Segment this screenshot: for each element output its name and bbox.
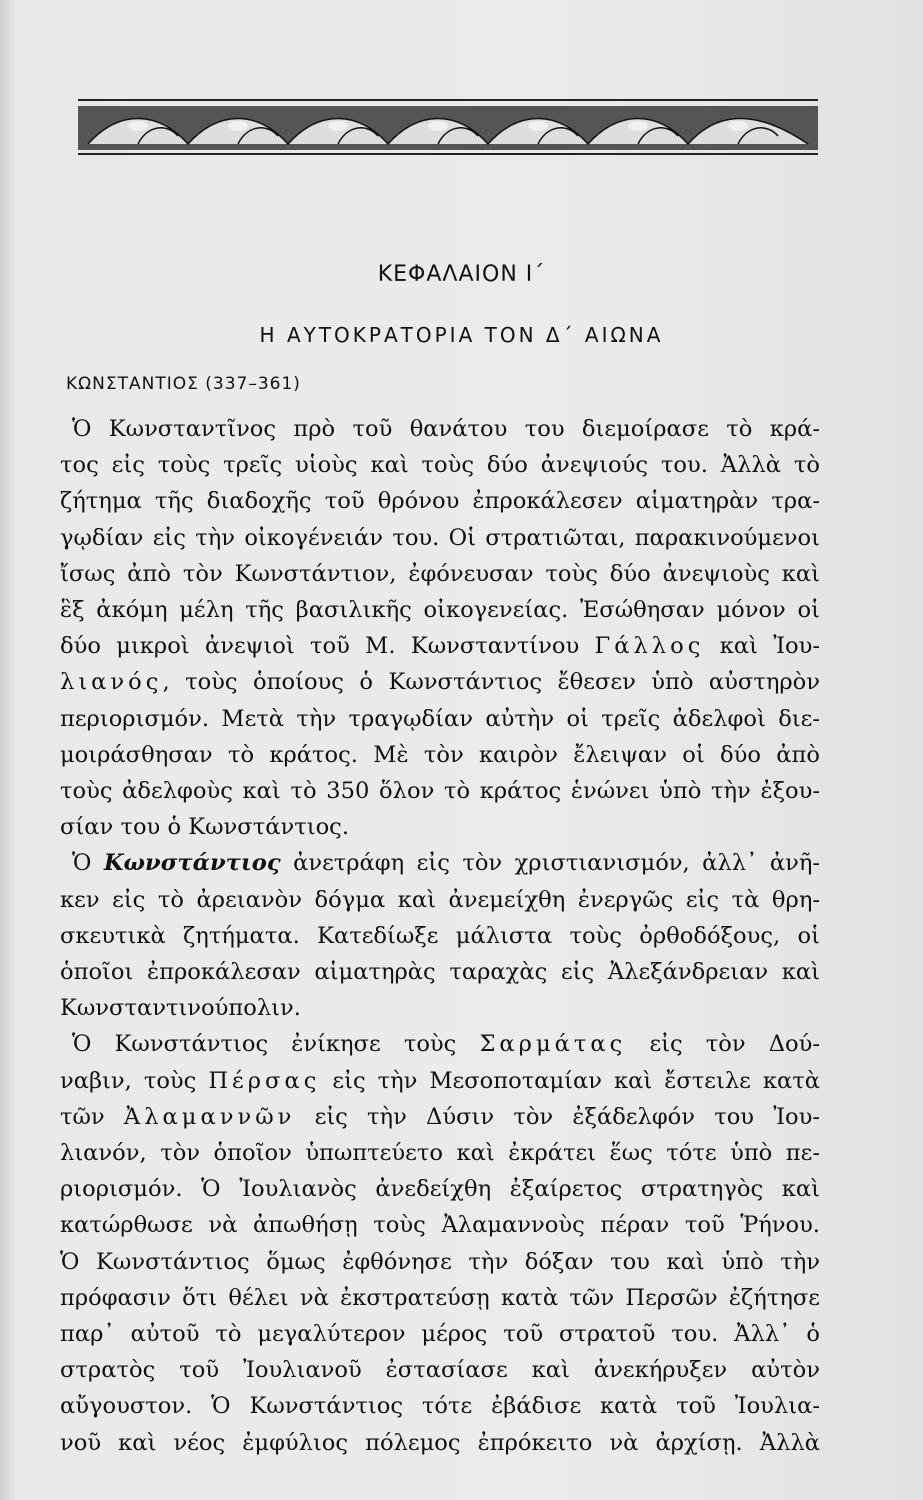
text-line: πρόφασιν ὅτι θέλει νὰ ἐκστρατεύσῃ κατὰ τῶν Περσῶν ἐζήτησε [60, 1284, 820, 1311]
name-konstantios-emphasis: Κωνστάντιος [103, 850, 281, 877]
text-line: ὁποῖοι ἐπροκάλεσαν αἱματηρὰς ταραχὰς εἰς Ἀλεξάνδρειαν καὶ [60, 959, 820, 986]
text-line [60, 1099, 820, 1135]
text-line: Κωνσταντινούπολιν. [60, 995, 301, 1022]
text-segment: εἰς τὴν Δύσιν τὸν ἐξάδελφόν του Ἰου- [314, 1103, 821, 1130]
text-segment: ναβιν, τοὺς [60, 1067, 197, 1094]
text-line: τοὺς ἀδελφοὺς καὶ τὸ 350 ὅλον τὸ κράτος ἑνώνει ὑπὸ τὴν ἐξου- [60, 778, 820, 805]
text-line: τος εἰς τοὺς τρεῖς υἱοὺς καὶ τοὺς δύο ἀνεψιούς του. Ἀλλὰ τὸ [60, 452, 820, 479]
text-segment: τῶν [60, 1103, 105, 1130]
text-line: σκευτικὰ ζητήματα. Κατεδίωξε μάλιστα τοὺς ὀρθοδόξους, οἱ [60, 922, 820, 949]
text-line: Ὁ Κωνστάντιος ὅμως ἐφθόνησε τὴν δόξαν του καὶ ὑπὸ τὴν [60, 1248, 820, 1275]
text-line: μοιράσθησαν τὸ κράτος. Μὲ τὸν καιρὸν ἔλειψαν οἱ δύο ἀπὸ [60, 741, 820, 768]
text-line [60, 845, 820, 881]
text-line: ριορισμόν. Ὁ Ἰουλιανὸς ἀνεδείχθη ἐξαίρετος στρατηγὸς καὶ [60, 1176, 820, 1203]
text-segment: εἰς τὴν Μεσοποταμίαν καὶ ἔστειλε κατὰ [332, 1067, 821, 1094]
name-sarmatas: Σαρμάτας [479, 1031, 627, 1058]
text-line: παρ᾽ αὐτοῦ τὸ μεγαλύτερον μέρος τοῦ στρατοῦ του. Ἀλλ᾽ ὁ [60, 1321, 820, 1348]
chapter-subtitle: Η ΑΥΤΟΚΡΑΤΟΡΙΑ ΤΟΝ Δ΄ ΑΙΩΝΑ [259, 323, 664, 347]
text-line [60, 1026, 820, 1062]
text-segment: ἀνετράφη εἰς τὸν χριστιανισμόν, ἀλλ᾽ ἀνῆ- [280, 850, 820, 877]
text-line [60, 1063, 820, 1099]
text-line: κεν εἰς τὸ ἀρειανὸν δόγμα καὶ ἀνεμείχθη ἐνεργῶς εἰς τὰ θρη- [60, 886, 820, 913]
text-line: στρατὸς τοῦ Ἰουλιανοῦ ἐστασίασε καὶ ἀνεκήρυξεν αὐτὸν [60, 1357, 820, 1384]
name-alamannon: Ἀλαμαννῶν [123, 1103, 296, 1130]
text-line [60, 628, 820, 664]
body-text [60, 411, 820, 1461]
text-line: αὔγουστον. Ὁ Κωνστάντιος τότε ἐβάδισε κατὰ τοῦ Ἰουλια- [60, 1393, 820, 1420]
section-heading: ΚΩΝΣΤΑΝΤΙΟΣ (337–361) [66, 374, 301, 394]
text-line: γῳδίαν εἰς τὴν οἰκογένειάν του. Οἱ στρατιῶται, παρακινούμενοι [60, 524, 820, 551]
text-segment: εἰς τὸν Δού- [649, 1031, 821, 1058]
text-line: νοῦ καὶ νέος ἐμφύλιος πόλεμος ἐπρόκειτο νὰ ἀρχίσῃ. Ἀλλὰ [60, 1429, 820, 1456]
name-ioulianos: λιανός [60, 669, 163, 696]
text-line: περιορισμόν. Μετὰ τὴν τραγῳδίαν αὐτὴν οἱ τρεῖς ἀδελφοὶ διε- [60, 705, 820, 732]
name-persas: Πέρσας [208, 1067, 321, 1094]
text-line: λιανόν, τὸν ὁποῖον ὑπωπτεύετο καὶ ἐκράτει ἕως τότε ὑπὸ πε- [60, 1140, 820, 1167]
text-line: κατώρθωσε νὰ ἀπωθήσῃ τοὺς Ἀλαμαννοὺς πέραν τοῦ Ῥήνου. [60, 1212, 820, 1239]
text-line: ἓξ ἀκόμη μέλη τῆς βασιλικῆς οἰκογενείας. Ἐσώθησαν μόνον οἱ [60, 597, 820, 624]
text-segment: Ὁ Κωνστάντιος ἐνίκησε τοὺς [72, 1031, 457, 1058]
text-segment: δύο μικροὶ ἀνεψιοὶ τοῦ Μ. Κωνσταντίνου [60, 633, 580, 660]
chapter-title: ΚΕΦΑΛΑΙΟΝ Ι΄ [377, 262, 546, 287]
text-segment: , τοὺς ὁποίους ὁ Κωνστάντιος ἔθεσεν ὑπὸ αὐστηρὸν [162, 669, 820, 696]
text-line: σίαν του ὁ Κωνστάντιος. [60, 814, 350, 841]
name-gallos: Γάλλος [594, 633, 705, 660]
decorative-header-ornament [78, 96, 818, 160]
text-line: ἴσως ἀπὸ τὸν Κωνστάντιον, ἐφόνευσαν τοὺς δύο ἀνεψιοὺς καὶ [60, 560, 820, 587]
text-segment: Ὁ [72, 850, 104, 877]
text-line: ζήτημα τῆς διαδοχῆς τοῦ θρόνου ἐπροκάλεσεν αἱματηρὰν τρα- [60, 488, 820, 515]
text-line [60, 664, 820, 700]
text-segment: καὶ Ἰου- [719, 633, 821, 660]
text-line: Ὁ Κωνσταντῖνος πρὸ τοῦ θανάτου του διεμοίρασε τὸ κρά- [72, 416, 820, 442]
